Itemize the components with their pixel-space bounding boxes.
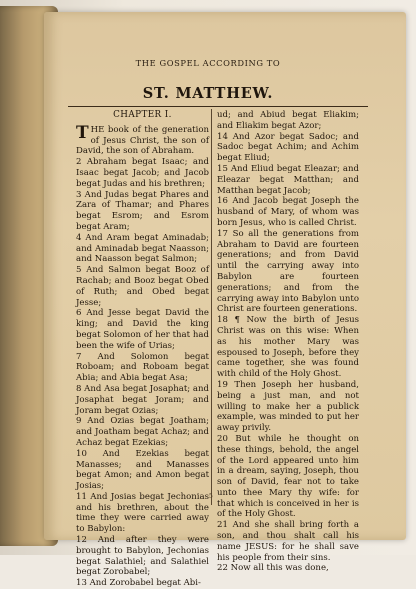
verse-3: 3 And Judas begat Phares and Zara of Thamar; and Phares begat Esrom; and Esrom begat Aram;: [76, 189, 209, 232]
column-divider: [211, 109, 212, 505]
verse-18: 18 ¶ Now the birth of Jesus Christ was on this wise: When as his mother Mary was espoused to Joseph, before they came together, she was found with child of the Holy Ghost.: [217, 315, 359, 380]
running-head: THE GOSPEL ACCORDING TO: [135, 58, 281, 68]
verse-10: 10 And Ezekias begat Manasses; and Manasses begat Amon; and Amon begat Josias;: [76, 448, 209, 492]
verse-15: 15 And Eliud begat Eleazar; and Eleazar begat Matthan; and Matthan begat Jacob;: [217, 163, 359, 196]
verse-5: 5 And Salmon begat Booz of Rachab; and Booz begat Obed of Ruth; and Obed begat Jesse;: [76, 265, 209, 308]
verse-2: 2 Abraham begat Isaac; and Isaac begat Jacob; and Jacob begat Judas and his brethren;: [76, 157, 209, 189]
right-column: [217, 110, 359, 574]
verse-8: 8 And Asa begat Josaphat; and Josaphat begat Joram; and Joram begat Ozias;: [76, 383, 209, 416]
verse-19: 19 Then Joseph her husband, being a just man, and not willing to make her a publick example, was minded to put her away privily.: [217, 379, 359, 434]
verse-13-start: 13 And Zorobabel begat Abi-: [76, 578, 201, 589]
page-number: 5: [209, 493, 213, 500]
chapter-heading: CHAPTER I.: [113, 110, 172, 120]
left-column: [76, 110, 209, 589]
verse-12: 12 And after they were brought to Babylon, Jechonias begat Salathiel; and Salathiel begat Zorobabel;: [76, 535, 209, 578]
verse-21: 21 And she shall bring forth a son, and thou shalt call his name JESUS: for he shall save his people from their sins.: [217, 520, 359, 563]
verse-1: THE book of the generation of Jesus Christ, the son of David, the son of Abraham.: [76, 122, 209, 157]
verse-7: 7 And Solomon begat Roboam; and Roboam begat Abia; and Abia begat Asa;: [76, 351, 209, 384]
drop-cap: T: [76, 122, 89, 143]
verse-14: 14 And Azor begat Sadoc; and Sadoc begat Achim; and Achim begat Eliud;: [217, 131, 359, 164]
verse-22-start: 22 Now all this was done,: [217, 563, 329, 574]
verse-16: 16 And Jacob begat Joseph the husband of Mary, of whom was born Jesus, who is called Christ.: [217, 196, 359, 228]
verse-9: 9 And Ozias begat Joatham; and Joatham begat Achaz; and Achaz begat Ezekias;: [76, 416, 209, 448]
verse-17: 17 So all the generations from Abraham to David are fourteen generations; and from David until the carrying away into Babylon are fourteen generations; and from the carrying away into Babylon unto Christ are fourteen generations.: [217, 228, 359, 315]
title-rule: [68, 106, 368, 107]
verse-13-end: ud; and Abiud begat Eliakim; and Eliakim begat Azor;: [217, 110, 359, 131]
book-title: ST. MATTHEW.: [142, 85, 274, 102]
verse-11: 11 And Josias begat Jechonias and his brethren, about the time they were carried away to Babylon:: [76, 491, 209, 535]
verse-6: 6 And Jesse begat David the king; and David the king begat Solomon of her that had been the wife of Urias;: [76, 308, 209, 351]
verse-20: 20 But while he thought on these things, behold, the angel of the Lord appeared unto him in a dream, saying, Joseph, thou son of David, fear not to take unto thee Mary thy wife: for that which is conceived in her is of the Holy Ghost.: [217, 433, 359, 520]
verse-4: 4 And Aram begat Aminadab; and Aminadab begat Naasson; and Naasson begat Salmon;: [76, 232, 209, 265]
